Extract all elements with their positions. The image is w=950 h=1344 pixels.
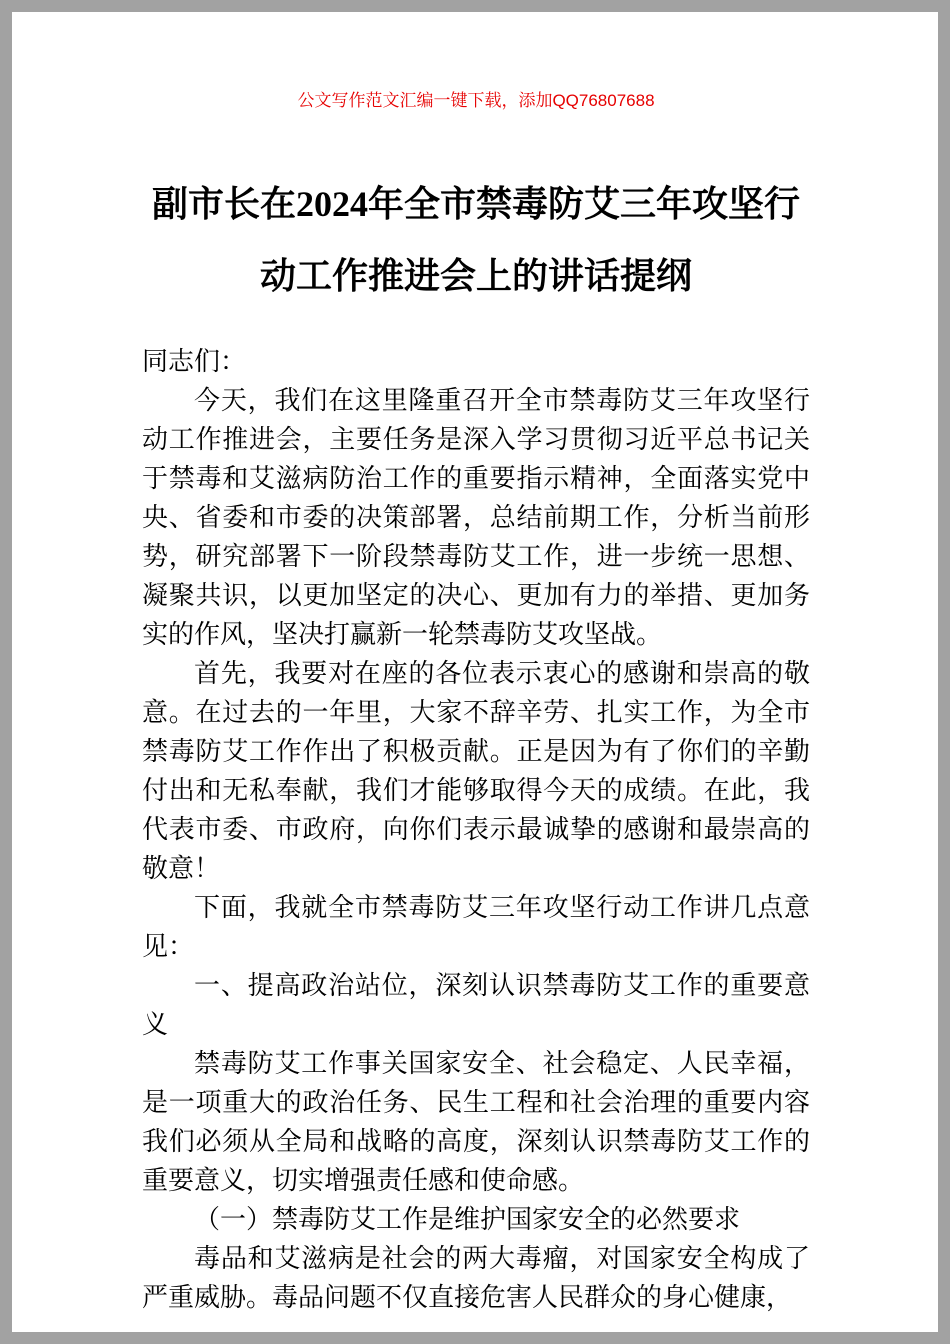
promo-notice: 公文写作范文汇编一键下载，添加QQ76807688 xyxy=(297,91,655,110)
subsection-heading-1-1: （一）禁毒防艾工作是维护国家安全的必然要求 xyxy=(194,1205,741,1234)
paragraph-national-security: 毒品和艾滋病是社会的两大毒瘤，对国家安全构成了严重威胁。毒品问题不仅直接危害人民群众的身心健康， xyxy=(142,1244,810,1312)
paragraph-significance: 禁毒防艾工作事关国家安全、社会稳定、人民幸福，是一项重大的政治任务、民生工程和社会治理的重要内容我们必须从全局和战略的高度，深刻认识禁毒防艾工作的重要意义，切实增强责任感和使命感。 xyxy=(142,1049,810,1195)
paragraph-transition: 下面，我就全市禁毒防艾三年攻坚行动工作讲几点意见： xyxy=(142,893,810,961)
paragraph-thanks: 首先，我要对在座的各位表示衷心的感谢和崇高的敬意。在过去的一年里，大家不辞辛劳、扎实工作，为全市禁毒防艾工作作出了积极贡献。正是因为有了你们的辛勤付出和无私奉献，我们才能够取得今天的成绩。在此，我代表市委、市政府，向你们表示最诚挚的感谢和最崇高的敬意！ xyxy=(142,659,810,883)
paragraph-opening: 今天，我们在这里隆重召开全市禁毒防艾三年攻坚行动工作推进会，主要任务是深入学习贯彻习近平总书记关于禁毒和艾滋病防治工作的重要指示精神，全面落实党中央、省委和市委的决策部署，总结前期工作，分析当前形势，研究部署下一阶段禁毒防艾工作，进一步统一思想、凝聚共识，以更加坚定的决心、更加有力的举措、更加务实的作风，坚决打赢新一轮禁毒防艾攻坚战。 xyxy=(142,386,810,649)
document-page xyxy=(12,12,938,1332)
document-body xyxy=(142,342,810,1317)
salutation: 同志们： xyxy=(142,347,247,376)
document-title: 副市长在2024年全市禁毒防艾三年攻坚行动工作推进会上的讲话提纲 xyxy=(151,184,800,296)
section-heading-1: 一、提高政治站位，深刻认识禁毒防艾工作的重要意义 xyxy=(142,971,810,1039)
